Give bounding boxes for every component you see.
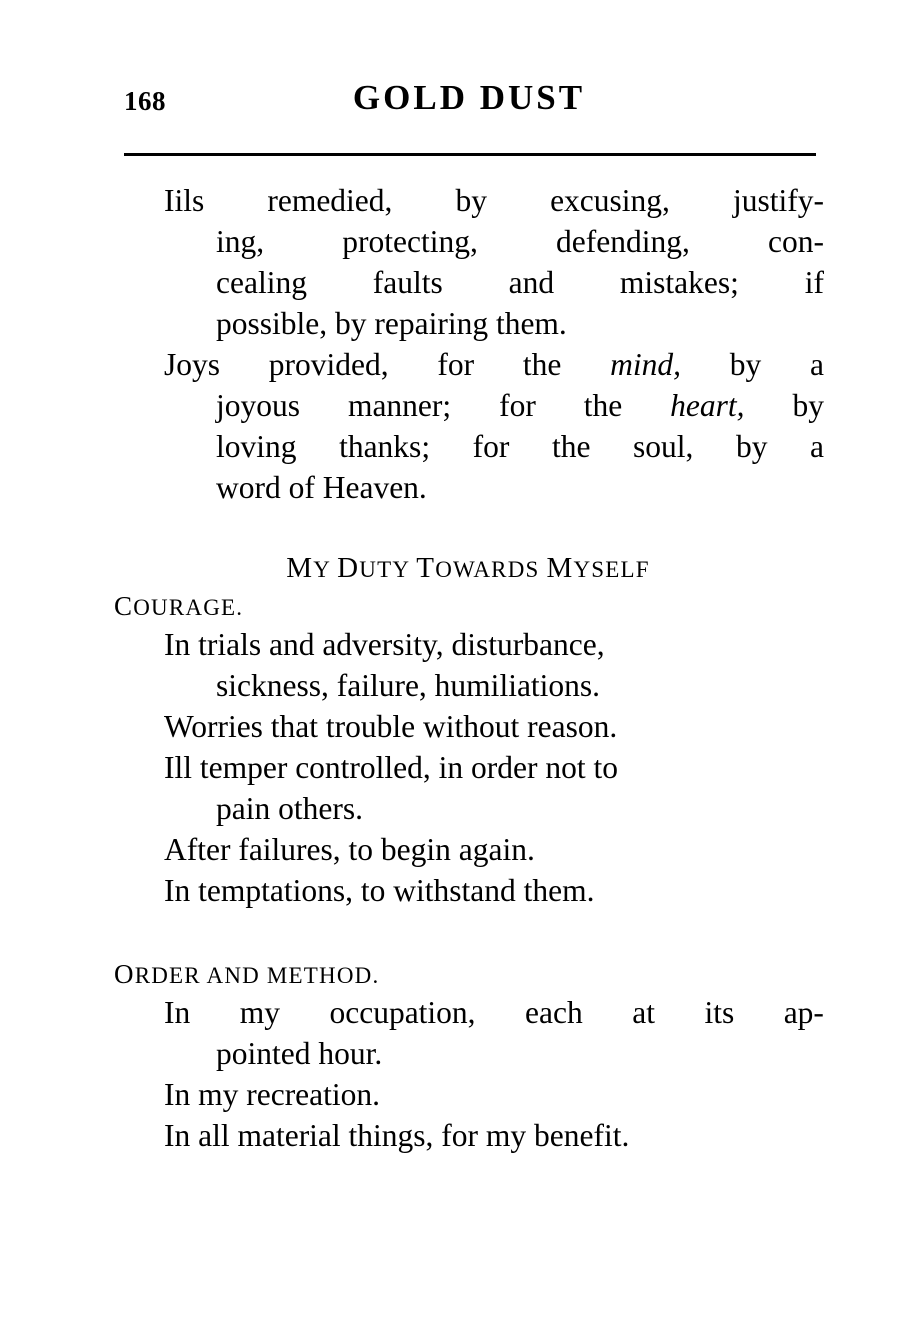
page-header — [124, 78, 814, 128]
paragraph-courage — [112, 624, 824, 911]
text-line: joyous manner; for the heart, by — [216, 388, 824, 423]
text-line: pointed hour. — [216, 1036, 383, 1071]
text-line: Joys provided, for the mind, by a — [164, 347, 824, 382]
text-line: Iils remedied, by excusing, justify- — [164, 183, 824, 218]
page-content — [112, 180, 824, 1156]
text-line: possible, by repairing them. — [216, 306, 567, 341]
text-line: After failures, to begin again. — [164, 832, 535, 867]
subheading-order-and-method: ORDER AND METHOD. — [114, 959, 380, 989]
text-line: cealing faults and mistakes; if — [216, 265, 824, 300]
text-line: In trials and adversity, disturbance, — [164, 627, 605, 662]
paragraph-ills — [112, 180, 824, 344]
text-line: In all material things, for my benefit. — [164, 1118, 630, 1153]
header-divider — [124, 153, 816, 156]
text-line: Worries that trouble without reason. — [164, 709, 618, 744]
section-spacer — [112, 911, 824, 953]
paragraph-order — [112, 992, 824, 1156]
section-title: MY DUTY TOWARDS MYSELF — [286, 552, 650, 584]
text-line: In my occupation, each at its ap- — [164, 995, 824, 1030]
text-line: pain others. — [216, 791, 363, 826]
subheading-courage: COURAGE. — [114, 591, 244, 621]
text-line: loving thanks; for the soul, by a — [216, 429, 824, 464]
text-line: In temptations, to withstand them. — [164, 873, 595, 908]
text-line: ing, protecting, defending, con- — [216, 224, 824, 259]
paragraph-joys — [112, 344, 824, 508]
text-line: In my recreation. — [164, 1077, 381, 1112]
text-line: word of Heaven. — [216, 470, 427, 505]
text-line: Ill temper controlled, in order not to — [164, 750, 618, 785]
page-number: 168 — [124, 86, 166, 116]
text-line: sickness, failure, humiliations. — [216, 668, 601, 703]
book-title: GOLD DUST — [352, 78, 586, 117]
